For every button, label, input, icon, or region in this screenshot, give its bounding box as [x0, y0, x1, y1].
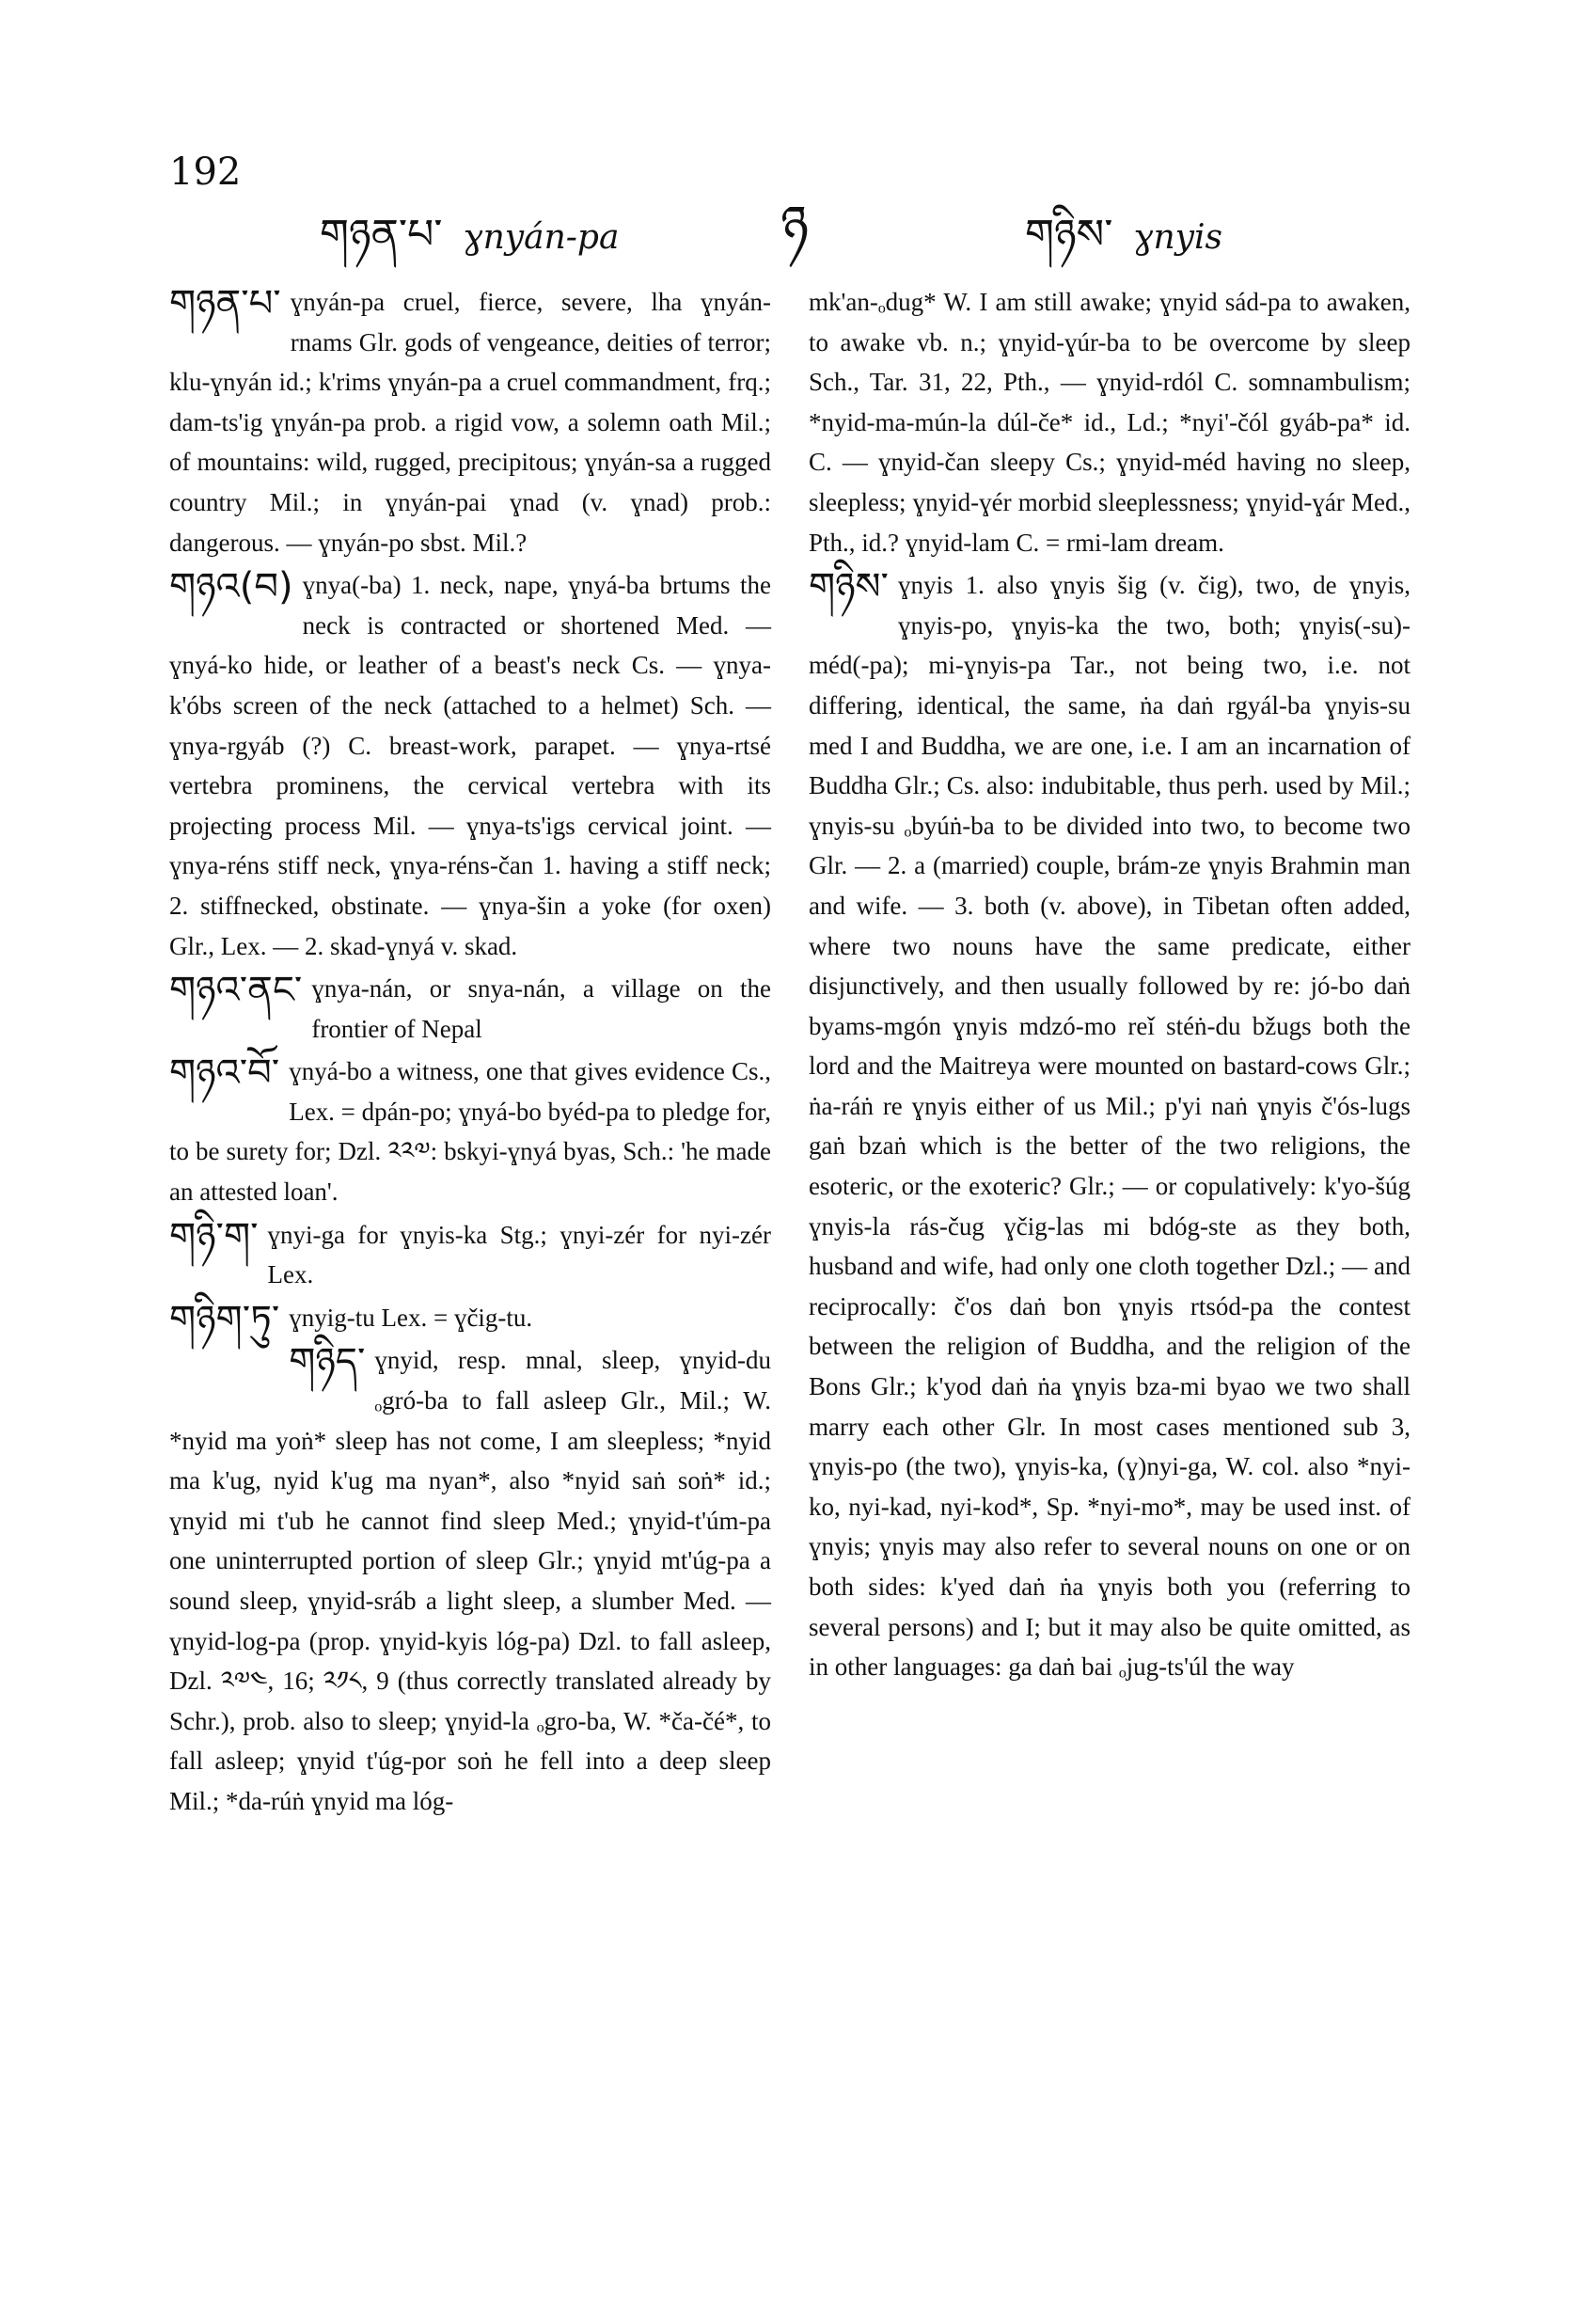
- dictionary-entry: [169, 1297, 771, 1341]
- center-mark: ཉ: [780, 195, 809, 256]
- entry-text: ɣnya-nán, or snya-nán, a village on the frontier of Nepal: [311, 974, 771, 1043]
- entry-headword: གཉའ་ནང་: [169, 969, 303, 1013]
- dictionary-entry: [169, 565, 771, 966]
- entry-text: ɣnyá-bo a witness, one that gives evidence Cs., Lex. = dpán-po; ɣnyá-bo byéd-pa to pledge for, to be surety for; Dzl. ༢༢༧: bskyi-ɣnyá byas, Sch.: 'he made an attested loan'.: [169, 1057, 771, 1207]
- entry-text: ɣnyi-ga for ɣnyis-ka Stg.; ɣnyi-zér for nyi-zér Lex.: [267, 1220, 771, 1289]
- running-head-right-translit: ɣnyis: [1132, 218, 1223, 257]
- page-header: [0, 141, 1576, 259]
- dictionary-entry: [809, 565, 1411, 1687]
- running-head-right-tibetan: གཉིས་: [1025, 211, 1113, 259]
- entry-text: ɣnyis 1. also ɣnyis šig (v. čig), two, de ɣnyis, ɣnyis-po, ɣnyis-ka the two, both; ɣnyis(-su)-méd(-pa); mi-ɣnyis-pa Tar., not being two, i.e. not differing, identical, the same, ṅa daṅ rgyál-ba ɣnyis-su med I and Buddha, we are one, i.e. I am an incarnation of Buddha Glr.; Cs. also: indubitable, thus perh. used by Mil.; ɣnyis-su ₒbyúṅ-ba to be divided into two, to become two Glr. — 2. a (married) couple, brám-ze ɣnyis Brahmin man and wife. — 3. both (v. above), in Tibetan often added, where two nouns have the same predicate, either disjunctively, and then usually followed by re: jó-bo daṅ byams-mgón ɣnyis mdzó-mo reǐ stéṅ-du bžugs both the lord and the Maitreya were mounted on bastard-cows Glr.; ṅa-ráṅ re ɣnyis either of us Mil.; p'yi naṅ ɣnyis č'ós-lugs gaṅ bzaṅ which is the better of the two religions, the esoteric, or the exoteric? Glr.; — or copulatively: k'yo-šúg ɣnyis-la rás-čug ɣčig-las mi bdóg-ste as they both, husband and wife, had only one cloth together Dzl.; — and reciprocally: č'os daṅ bon ɣnyis rtsód-pa the contest between the religion of Buddha, and the religion of the Bons Glr.; k'yod daṅ ṅa ɣnyis bza-mi byao we two shall marry each other Glr. In most cases mentioned sub 3, ɣnyis-po (the two), ɣnyis-ka, (ɣ)nyi-ga, W. col. also *nyi-ko, nyi-kad, nyi-kod*, Sp. *nyi-mo*, may be used inst. of ɣnyis; ɣnyis may also refer to several nouns on one or on both sides: k'yed daṅ ṅa ɣnyis both you (referring to several persons) and I; but it may also be quite omitted, as in other languages: ga daṅ bai ₒjug-ts'úl the way: [809, 571, 1411, 1682]
- entry-text: ɣnyid, resp. mnal, sleep, ɣnyid-du ₒgró-ba to fall asleep Glr., Mil.; W. *nyid ma yoṅ* sleep has not come, I am sleepless; *nyid ma k'ug, nyid k'ug ma nyan*, also *nyid saṅ soṅ* id.; ɣnyid mi t'ub he cannot find sleep Med.; ɣnyid-t'úm-pa one uninterrupted portion of sleep Glr.; ɣnyid mt'úg-pa a sound sleep, ɣnyid-sráb a light sleep, a slumber Med. — ɣnyid-log-pa (prop. ɣnyid-kyis lóg-pa) Dzl. to fall asleep, Dzl. ༢༧༤, 16; ༢༡༨, 9 (thus correctly translated already by Schr.), prob. also to sleep; ɣnyid-la ₒgro-ba, W. *ča-čé*, to fall asleep; ɣnyid t'úg-por soṅ he fell into a deep sleep Mil.; *da-rúṅ ɣnyid ma lóg-: [169, 1346, 771, 1815]
- running-head-left-tibetan: གཉན་པ་: [320, 211, 443, 259]
- entry-text: mk'an-ₒdug* W. I am still awake; ɣnyid sád-pa to awaken, to awake vb. n.; ɣnyid-ɣúr-ba to be overcome by sleep Sch., Tar. 31, 22, Pth., — ɣnyid-rdól C. somnambulism; *nyid-ma-mún-la dúl-če* id., Ld.; *nyi'-čól gyáb-pa* id. C. — ɣnyid-čan sleepy Cs.; ɣnyid-méd having no sleep, sleepless; ɣnyid-ɣér morbid sleeplessness; ɣnyid-ɣár Med., Pth., id.? ɣnyid-lam C. = rmi-lam dream.: [809, 288, 1411, 557]
- entry-text: ɣnya(-ba) 1. neck, nape, ɣnyá-ba brtums the neck is contracted or shortened Med. — ɣnyá-ko hide, or leather of a beast's neck Cs. — ɣnya-k'óbs screen of the neck (attached to a helmet) Sch. — ɣnya-rgyáb (?) C. breast-work, parapet. — ɣnya-rtsé vertebra prominens, the cervical vertebra with its projecting process Mil. — ɣnya-ts'igs cervical joint. — ɣnya-réns stiff neck, ɣnya-réns-čan 1. having a stiff neck; 2. stiffnecked, obstinate. — ɣnya-šin a yoke (for oxen) Glr., Lex. — 2. skad-ɣnyá v. skad.: [169, 571, 771, 960]
- entry-headword: གཉའ་བོ་: [169, 1051, 280, 1096]
- right-column: [809, 282, 1411, 1690]
- dictionary-entry: [809, 282, 1411, 562]
- entry-text: ɣnyán-pa cruel, fierce, severe, lha ɣnyán-rnams Glr. gods of vengeance, deities of terror; klu-ɣnyán id.; k'rims ɣnyán-pa a cruel commandment, frq.; dam-ts'ig ɣnyán-pa prob. a rigid vow, a solemn oath Mil.; of mountains: wild, rugged, precipitous; ɣnyán-sa a rugged country Mil.; in ɣnyán-pai ɣnad (v. ɣnad) prob.: dangerous. — ɣnyán-po sbst. Mil.?: [169, 288, 771, 557]
- dictionary-entry: [169, 1340, 771, 1821]
- dictionary-entry: [169, 969, 771, 1049]
- entry-headword: གཉའ(བ): [169, 565, 293, 609]
- entry-text: ɣnyig-tu Lex. = ɣčig-tu.: [289, 1303, 533, 1332]
- dictionary-entry: [169, 282, 771, 562]
- entry-headword: གཉན་པ་: [169, 282, 281, 325]
- running-head-left-translit: ɣnyán-pa: [463, 218, 620, 257]
- dictionary-entry: [169, 1215, 771, 1295]
- entry-headword: གཉིག་ཏུ་: [169, 1297, 280, 1341]
- page-number: 192: [169, 150, 242, 194]
- left-column: [169, 282, 771, 1825]
- entry-headword: གཉི་ག་: [169, 1214, 259, 1258]
- dictionary-entry: [169, 1051, 771, 1211]
- entry-headword: གཉིད་: [289, 1340, 366, 1384]
- entry-headword: གཉིས་: [809, 565, 889, 609]
